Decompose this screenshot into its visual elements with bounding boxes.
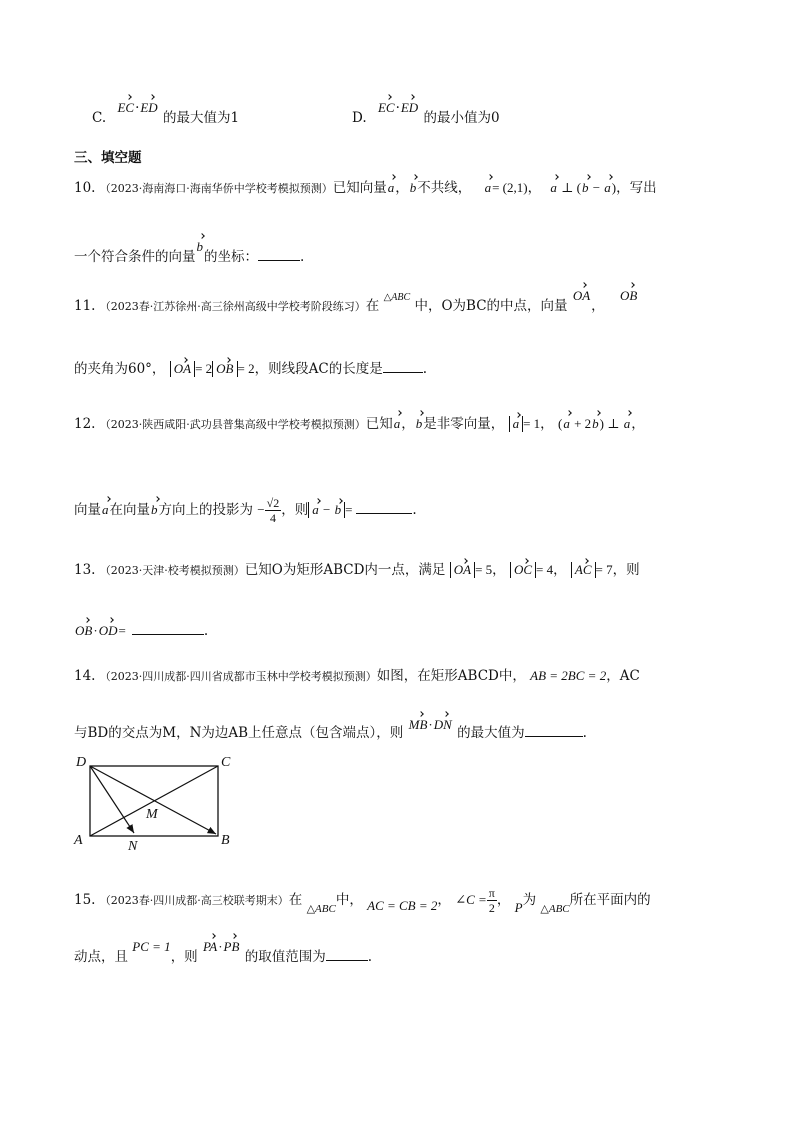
option-d-label: D. <box>352 110 367 126</box>
q12-frac-den: 4 <box>269 511 276 525</box>
q15-text-4: ， <box>496 892 511 908</box>
q12-line2-b: 在向量 <box>109 502 150 518</box>
q12-text-5: ， <box>631 416 645 432</box>
q13-norm-ac: AC = 7 <box>571 562 613 577</box>
q15-text-1: 在 <box>288 892 303 908</box>
q12-text-3: 是非零向量， <box>423 416 505 432</box>
q15-text-5: 为 <box>522 892 537 908</box>
q10-line1 <box>74 178 657 199</box>
q13-eq1: = 5 <box>475 562 493 577</box>
q12-end: . <box>412 502 417 518</box>
q13-source: （2023·天津·校考模拟预测） <box>99 564 245 577</box>
q14-line2-b: 的最大值为 <box>457 725 525 741</box>
q11-text-3: ， <box>591 298 605 314</box>
q14-text-1: 如图，在矩形ABCD中， <box>376 668 526 684</box>
triangle-abc-2: △ABC <box>540 903 570 915</box>
q12-norm-diff: a − b <box>308 502 345 518</box>
q10-text-5: ，写出 <box>616 180 657 196</box>
q12-eq1: = 1 <box>523 416 541 431</box>
triangle-abc: △ABC <box>306 903 336 915</box>
q10-source: （2023·海南海口·海南华侨中学校考模拟预测） <box>99 182 333 195</box>
q14-text-2: ，AC <box>606 668 640 684</box>
q13-line2 <box>74 620 208 641</box>
q13-eq3: = 7 <box>595 562 613 577</box>
q10-answer-blank[interactable] <box>258 246 300 261</box>
q13-number: 13. <box>74 562 96 578</box>
q11-source: （2023春·江苏徐州·高三徐州高级中学校考阶段练习） <box>99 300 366 313</box>
q11-number: 11. <box>74 298 96 314</box>
q14-dot-product: MB·DN <box>408 717 453 732</box>
q15-source: （2023春·四川成都·高三校联考期末） <box>99 894 289 907</box>
vector-db <box>90 766 216 834</box>
q15-line2-a: 动点，且 <box>74 949 128 965</box>
q15-line2-c: 的取值范围为 <box>244 949 326 965</box>
q12-answer-blank[interactable] <box>356 499 412 514</box>
q11-end: . <box>422 361 427 377</box>
q10-text-4: ， <box>527 180 542 196</box>
q10-line2-b: 的坐标： <box>204 249 258 265</box>
q15-line1 <box>74 886 651 915</box>
q15-line2-b: ，则 <box>170 949 198 965</box>
q10-end: . <box>300 249 305 265</box>
q13-norm-oa: OA = 5 <box>450 562 492 577</box>
vec-b: b <box>415 414 424 434</box>
q10-eq-a: a= (2,1) <box>484 180 528 196</box>
q13-text-1: 已知O为矩形ABCD内一点，满足 <box>244 562 446 578</box>
q15-angle-fraction <box>487 886 497 915</box>
q12-line2-d: ，则 <box>281 502 309 518</box>
q14-line2-a: 与BD的交点为M，N为边AB上任意点（包含端点），则 <box>74 725 404 741</box>
q13-text-2: ，则 <box>612 562 640 578</box>
q14-line2 <box>74 717 587 743</box>
option-c-expr: EC·ED <box>117 100 158 116</box>
vec-a: a <box>393 414 402 434</box>
label-d: D <box>76 755 87 770</box>
q15-text-6: 所在平面内的 <box>569 892 651 908</box>
q10-text-3: 不共线， <box>417 180 472 196</box>
q11-line2-b: ，则线段AC的长度是 <box>254 361 383 377</box>
q12-line2: 向量a在向量b方向上的投影为 − $\frac{√2}{4}$ ，则 a − b = . <box>74 496 417 525</box>
q11-text-2: 中，O为BC的中点，向量 <box>414 298 568 314</box>
label-a: A <box>74 833 83 848</box>
q13-eq-sign: = <box>118 623 126 638</box>
q12-line1 <box>74 414 645 435</box>
q11-magnitude-eq: OA = 2 OB = 2 <box>170 361 255 376</box>
q12-projection-fraction <box>265 496 282 525</box>
option-c-label: C. <box>92 110 107 126</box>
label-c: C <box>221 755 231 770</box>
q15-frac-den: 2 <box>488 901 495 915</box>
q15-answer-blank[interactable] <box>326 946 368 961</box>
q12-frac-num: √2 <box>266 496 280 510</box>
q12-source: （2023·陕西咸阳·武功县普集高级中学校考模拟预测） <box>99 418 366 431</box>
label-n: N <box>128 839 138 852</box>
vec-ob: OB <box>619 288 638 304</box>
q11-eq2: = 2 <box>237 361 255 376</box>
q15-line2 <box>74 939 373 967</box>
q15-condition-2: PC = 1 <box>132 939 171 954</box>
q13-eq2: = 4 <box>536 562 554 577</box>
q10-number: 10. <box>74 180 96 196</box>
vec-b: b <box>409 178 418 198</box>
q12-line2-a: 向量 <box>74 502 101 518</box>
option-d <box>352 100 500 128</box>
option-c-text: 的最大值为1 <box>163 110 240 126</box>
q14-number: 14. <box>74 668 96 684</box>
q10-text-2: ， <box>395 180 409 196</box>
q13-norm-oc: OC = 4 <box>510 562 553 577</box>
q10-line2 <box>74 239 305 267</box>
label-m: M <box>146 807 158 822</box>
q12-number: 12. <box>74 416 96 432</box>
vec-b: b <box>196 237 205 257</box>
option-c <box>92 100 240 128</box>
q12-text-2: ， <box>401 416 415 432</box>
q15-text-2: 中， <box>335 892 363 908</box>
vec-a: a <box>387 178 396 198</box>
q15-frac-num: π <box>488 886 495 900</box>
vec-oa: OA <box>572 288 591 304</box>
option-d-expr: EC·ED <box>377 100 419 116</box>
q10-perp: a ⊥ (b − a) <box>549 180 616 195</box>
q11-answer-blank[interactable] <box>383 358 423 373</box>
q14-line1 <box>74 666 640 687</box>
q10-line2-a: 一个符合条件的向量 <box>74 249 196 265</box>
q14-end: . <box>582 725 587 741</box>
q11-line1 <box>74 288 638 318</box>
q11-text-1: 在 <box>365 298 380 314</box>
q14-condition: AB = 2BC = 2 <box>530 668 607 683</box>
q12-line2-c: 方向上的投影为 <box>158 502 253 518</box>
vector-dn <box>90 766 134 833</box>
q11-line2 <box>74 358 427 379</box>
q14-answer-blank[interactable] <box>525 722 583 737</box>
q12-norm-a: a = 1 <box>509 416 541 431</box>
q10-text-1: 已知向量 <box>332 180 387 196</box>
q15-condition-1: AC = CB = 2 <box>367 898 438 913</box>
triangle-abc: △ABC <box>383 292 411 303</box>
q10-a-value: = (2,1) <box>492 180 528 195</box>
q12-text-4: ， <box>540 416 554 432</box>
q15-text-3: ， <box>437 892 451 908</box>
q15-angle: ∠C = <box>455 892 487 907</box>
q13-line1: 13. （2023·天津·校考模拟预测）已知O为矩形ABCD内一点，满足 OA = 5， OC = 4， AC = 7，则 <box>74 562 640 578</box>
label-b: B <box>221 833 230 848</box>
vec-b: b <box>150 500 159 520</box>
q12-text-1: 已知 <box>365 416 393 432</box>
q15-end: . <box>367 949 373 965</box>
q13-end: . <box>203 623 209 639</box>
q12-line2-e: = <box>345 502 353 517</box>
vec-a: a <box>101 500 110 520</box>
point-p: P <box>514 900 523 915</box>
q11-line2-a: 的夹角为60°， <box>74 361 166 377</box>
q15-number: 15. <box>74 892 96 908</box>
q14-rectangle-figure <box>70 752 250 852</box>
q14-source: （2023·四川成都·四川省成都市玉林中学校考模拟预测） <box>99 670 377 683</box>
q13-dot-product: OB·OD <box>74 623 118 638</box>
q13-answer-blank[interactable] <box>132 620 204 635</box>
option-d-text: 的最小值为0 <box>423 110 500 126</box>
q15-dot-product: PA·PB <box>202 939 240 954</box>
q11-eq: = 2 <box>195 361 213 376</box>
section-title: 三、填空题 <box>74 150 142 166</box>
q12-perp: (a + 2b) ⊥ a <box>558 416 631 431</box>
